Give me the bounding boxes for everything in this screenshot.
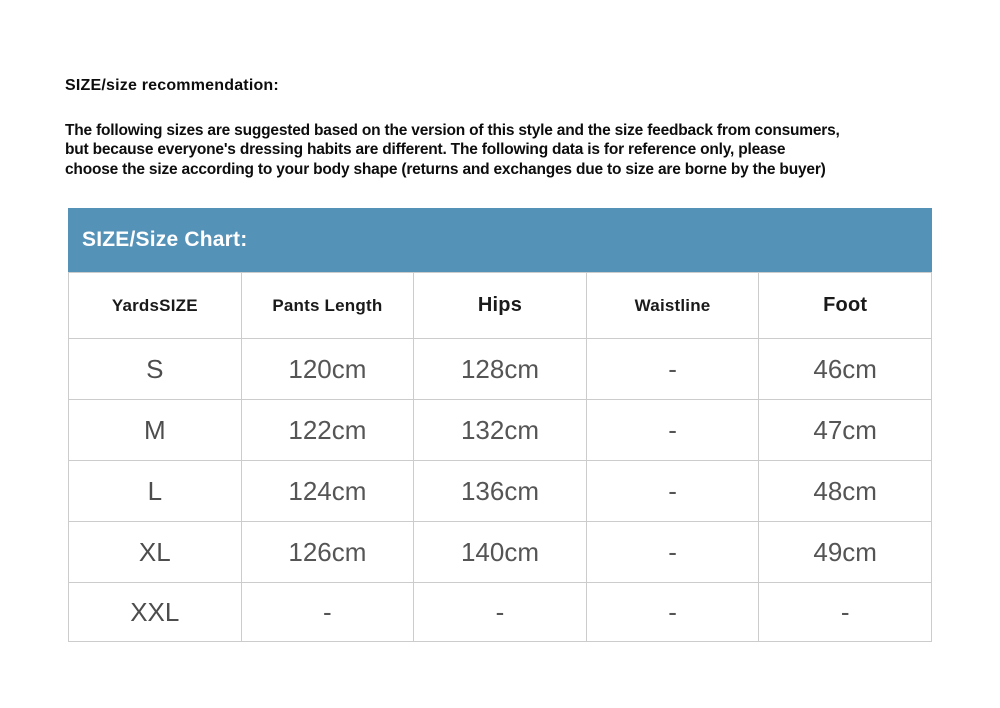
- table-row: [69, 583, 932, 642]
- value-cell: 47cm: [759, 400, 932, 461]
- size-cell: XXL: [69, 583, 242, 642]
- intro-line: The following sizes are suggested based on the version of this style and the size feedback from consumers,: [65, 122, 840, 139]
- table-header-row: [69, 273, 932, 339]
- column-header-hips: Hips: [414, 273, 587, 339]
- value-cell: 48cm: [759, 461, 932, 522]
- table-row: [69, 339, 932, 400]
- value-cell: 122cm: [241, 400, 414, 461]
- intro-paragraph: [65, 121, 840, 179]
- intro-line: but because everyone's dressing habits are different. The following data is for reference only, please: [65, 141, 786, 159]
- table-row: [69, 461, 932, 522]
- table-row: [69, 400, 932, 461]
- value-cell: -: [586, 583, 759, 642]
- size-cell: S: [69, 339, 242, 400]
- size-chart-header-bar: [68, 208, 932, 272]
- value-cell: -: [586, 400, 759, 461]
- page-title: SIZE/size recommendation:: [65, 77, 279, 94]
- value-cell: 136cm: [414, 461, 587, 522]
- value-cell: 126cm: [241, 522, 414, 583]
- column-header-size: YardsSIZE: [69, 273, 242, 339]
- value-cell: -: [586, 461, 759, 522]
- size-chart-table: [68, 272, 932, 642]
- column-header-pants-length: Pants Length: [241, 273, 414, 339]
- intro-line: choose the size according to your body shape (returns and exchanges due to size are borne by the buyer): [65, 160, 826, 178]
- size-cell: M: [69, 400, 242, 461]
- value-cell: -: [414, 583, 587, 642]
- size-cell: L: [69, 461, 242, 522]
- value-cell: 124cm: [241, 461, 414, 522]
- size-chart-header-label: SIZE/Size Chart:: [82, 228, 248, 251]
- value-cell: 140cm: [414, 522, 587, 583]
- size-cell: XL: [69, 522, 242, 583]
- value-cell: 132cm: [414, 400, 587, 461]
- value-cell: -: [241, 583, 414, 642]
- column-header-waistline: Waistline: [586, 273, 759, 339]
- value-cell: -: [586, 339, 759, 400]
- value-cell: 46cm: [759, 339, 932, 400]
- value-cell: 128cm: [414, 339, 587, 400]
- value-cell: 120cm: [241, 339, 414, 400]
- column-header-foot: Foot: [759, 273, 932, 339]
- table-row: [69, 522, 932, 583]
- value-cell: 49cm: [759, 522, 932, 583]
- value-cell: -: [586, 522, 759, 583]
- value-cell: -: [759, 583, 932, 642]
